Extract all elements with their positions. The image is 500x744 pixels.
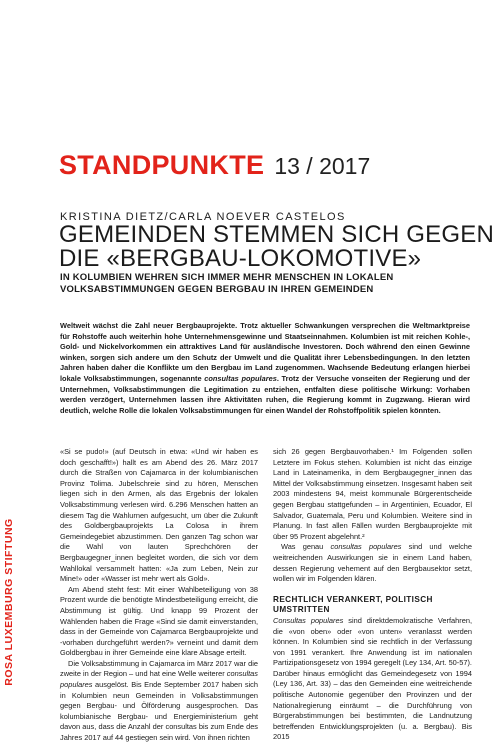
- left-paragraph-3-text-b: ausgelöst. Bis Ende September 2017 haben sich in Kolumbien neun Gemeinden in Volksabstimmungen gegen Bergbau- und Ölförderung ausgesprochen. Das kolumbianische Bergbau- und Energieministerium geht davon aus, dass die Anzahl der consultas bis zum Ende des Jahres 2017 auf 44 gestiegen sein wird. Von ihnen richten: [60, 680, 258, 743]
- section-heading-line-1: RECHTLICH VERANKERT, POLITISCH: [273, 594, 433, 604]
- intro-emphasis: consultas populares: [204, 373, 277, 383]
- title-line-1: GEMEINDEN STEMMEN SICH GEGEN: [59, 221, 494, 248]
- right-paragraph-2-text-b: sind und welche weitreichenden Auswirkungen sie in einem Land haben, dessen Regierung vehement auf den Bergbausektor setzt, wollen wir im Folgenden klären.: [273, 542, 472, 584]
- left-paragraph-2-text: Am Abend steht fest: Mit einer Wahlbeteiligung von 38 Prozent wurde die benötigte Mindestbeteiligung erreicht, die Abstimmung ist gültig. Und knapp 99 Prozent der Wählenden haben die Frage «Sind sie damit einverstanden, dass in der Gemeinde von Cajamarca Bergbauprojekte und -vorhaben durchgeführt werden?» verneint und damit dem Goldbergbau in ihrer Gemeinde eine klare Absage erteilt.: [60, 584, 258, 658]
- right-paragraph-2: [273, 542, 472, 584]
- left-paragraph-2: [60, 585, 258, 659]
- publisher-logo: [0, 508, 18, 698]
- title-line-2: DIE «BERGBAU-LOKOMOTIVE»: [59, 245, 422, 272]
- authors: KRISTINA DIETZ/CARLA NOEVER CASTELOS: [60, 211, 346, 223]
- left-column: [60, 447, 258, 744]
- right-paragraph-3-emphasis: Consultas populares: [273, 615, 344, 625]
- publisher-logo-text: ROSA LUXEMBURG STIFTUNG: [3, 518, 15, 686]
- intro-text-b: . Trotz der Versuche vonseiten der Regierung und der Unternehmen, Volksabstimmungen die Legitimation zu entziehen, entfalten diese politische Wirkung: Vorhaben werden verzögert, Unternehmen lassen ihre Aktivitäten ruhen, die Regierung kommt in Zugzwang. Hieran wird deutlich, welche Rolle die lokalen Volksabstimmungen für einen Wandel der Rohstoffpolitik spielen könnten.: [60, 373, 471, 415]
- left-paragraph-3: [60, 659, 258, 744]
- article-subtitle: [60, 272, 460, 295]
- masthead: [59, 150, 370, 181]
- section-heading: [273, 595, 472, 616]
- article-title: [59, 223, 494, 271]
- left-paragraph-3-emphasis: consultas populares: [60, 669, 258, 690]
- subtitle-line-1: IN KOLUMBIEN WEHREN SICH IMMER MEHR MENSCHEN IN LOKALEN: [60, 272, 394, 283]
- right-paragraph-3-text: sind direktdemokratische Verfahren, die «von oben» oder «von unten» veranlasst werden können. In Kolumbien sind sie rechtlich in der Verfassung von 1991 verankert. Ihre Anwendung ist im nationalen Partizipationsgesetz von 1994 geregelt (Ley 134, Art. 50-57). Darüber hinaus ermöglicht das Gemeindegesetz von 1994 (Ley 136, Art. 33) – das den Gemeinden eine weitreichende politische Autonomie gegenüber den Provinzen und der Nationalregierung einräumt – die Durchführung von Bürgerabstimmungen bei bestimmten, die Landnutzung betreffenden Entwicklungsprojekten (u. a. Bergbau). Bis 2015: [273, 615, 472, 742]
- left-paragraph-1: «Si se pudo!» (auf Deutsch in etwa: «Und wir haben es doch geschafft!») hallt es am Abend des 26. März 2017 durch die Straßen von Cajamarca in der kolumbianischen Provinz Tolima. Jubelschreie sind zu hören, Menschen liegen sich in den Armen, als das Ergebnis der lokalen Volksabstimmung verlesen wird. 6.296 Menschen hatten an diesem Tag die Wahlurnen aufgesucht, um über die Zukunft des Goldbergbauprojekts La Colosa in ihrem Gemeindegebiet abzustimmen. Den ganzen Tag schon war die Wahl von lauten Sprechchören der Bergbaugegner_innen begleitet worden, die sich vor dem Wahllokal versammelt hatten: «Ja zum Leben, Nein zur Mine!» oder «Wasser ist mehr wert als Gold».: [60, 447, 258, 584]
- intro-text-a: Weltweit wächst die Zahl neuer Bergbauprojekte. Trotz aktueller Schwankungen versprechen die Weltmarktpreise für Rohstoffe auch weiterhin hohe Unternehmensgewinne und Staatseinnahmen. Kolumbien ist mit reichen Kohle-, Gold- und Nickelvorkommen ein attraktives Land für ausländische Investoren. Doch während den einen Gewinne winken, sorgen sich andere um den Schutz der Umwelt und die Qualität ihrer Lebensbedingungen. In den letzten Jahren haben daher die Konflikte um den Bergbau im Land zugenommen. Wachsende Bedeutung erlangen hierbei lokale Volksabstimmungen, sogenannte: [60, 321, 470, 383]
- right-paragraph-1: sich 26 gegen Bergbauvorhaben.¹ Im Folgenden sollen Letztere im Fokus stehen. Kolumbien ist nicht das einzige Land in Lateinamerika, in dem Bergbaugegner_innen das Mittel der Volksabstimmung einsetzen. Insgesamt haben seit 2003 mindestens 94, meist kommunale Bürgerentscheide gegen Bergbau stattgefunden – in Argentinien, Ecuador, El Salvador, Guatemala, Peru und Kolumbien. Weitere sind in Planung. In fast allen Fällen wurden Bergbauprojekte mit über 95 Prozent abgelehnt.²: [273, 447, 472, 541]
- issue-number: 13 / 2017: [274, 153, 371, 179]
- section-heading-line-2: UMSTRITTEN: [273, 605, 330, 615]
- intro-paragraph: [60, 321, 470, 416]
- right-paragraph-2-emphasis: consultas populares: [330, 542, 402, 552]
- right-paragraph-2-text-a: Was genau: [281, 542, 331, 552]
- left-paragraph-3-text-a: Die Volksabstimmung in Cajamarca im März 2017 war die zweite in der Region – und hat eine Welle weiterer: [60, 658, 258, 679]
- subtitle-line-2: VOLKSABSTIMMUNGEN GEGEN BERGBAU IN IHREN GEMEINDEN: [60, 283, 374, 295]
- right-column: [273, 447, 472, 743]
- right-paragraph-3: [273, 616, 472, 743]
- series-title: STANDPUNKTE: [59, 150, 265, 180]
